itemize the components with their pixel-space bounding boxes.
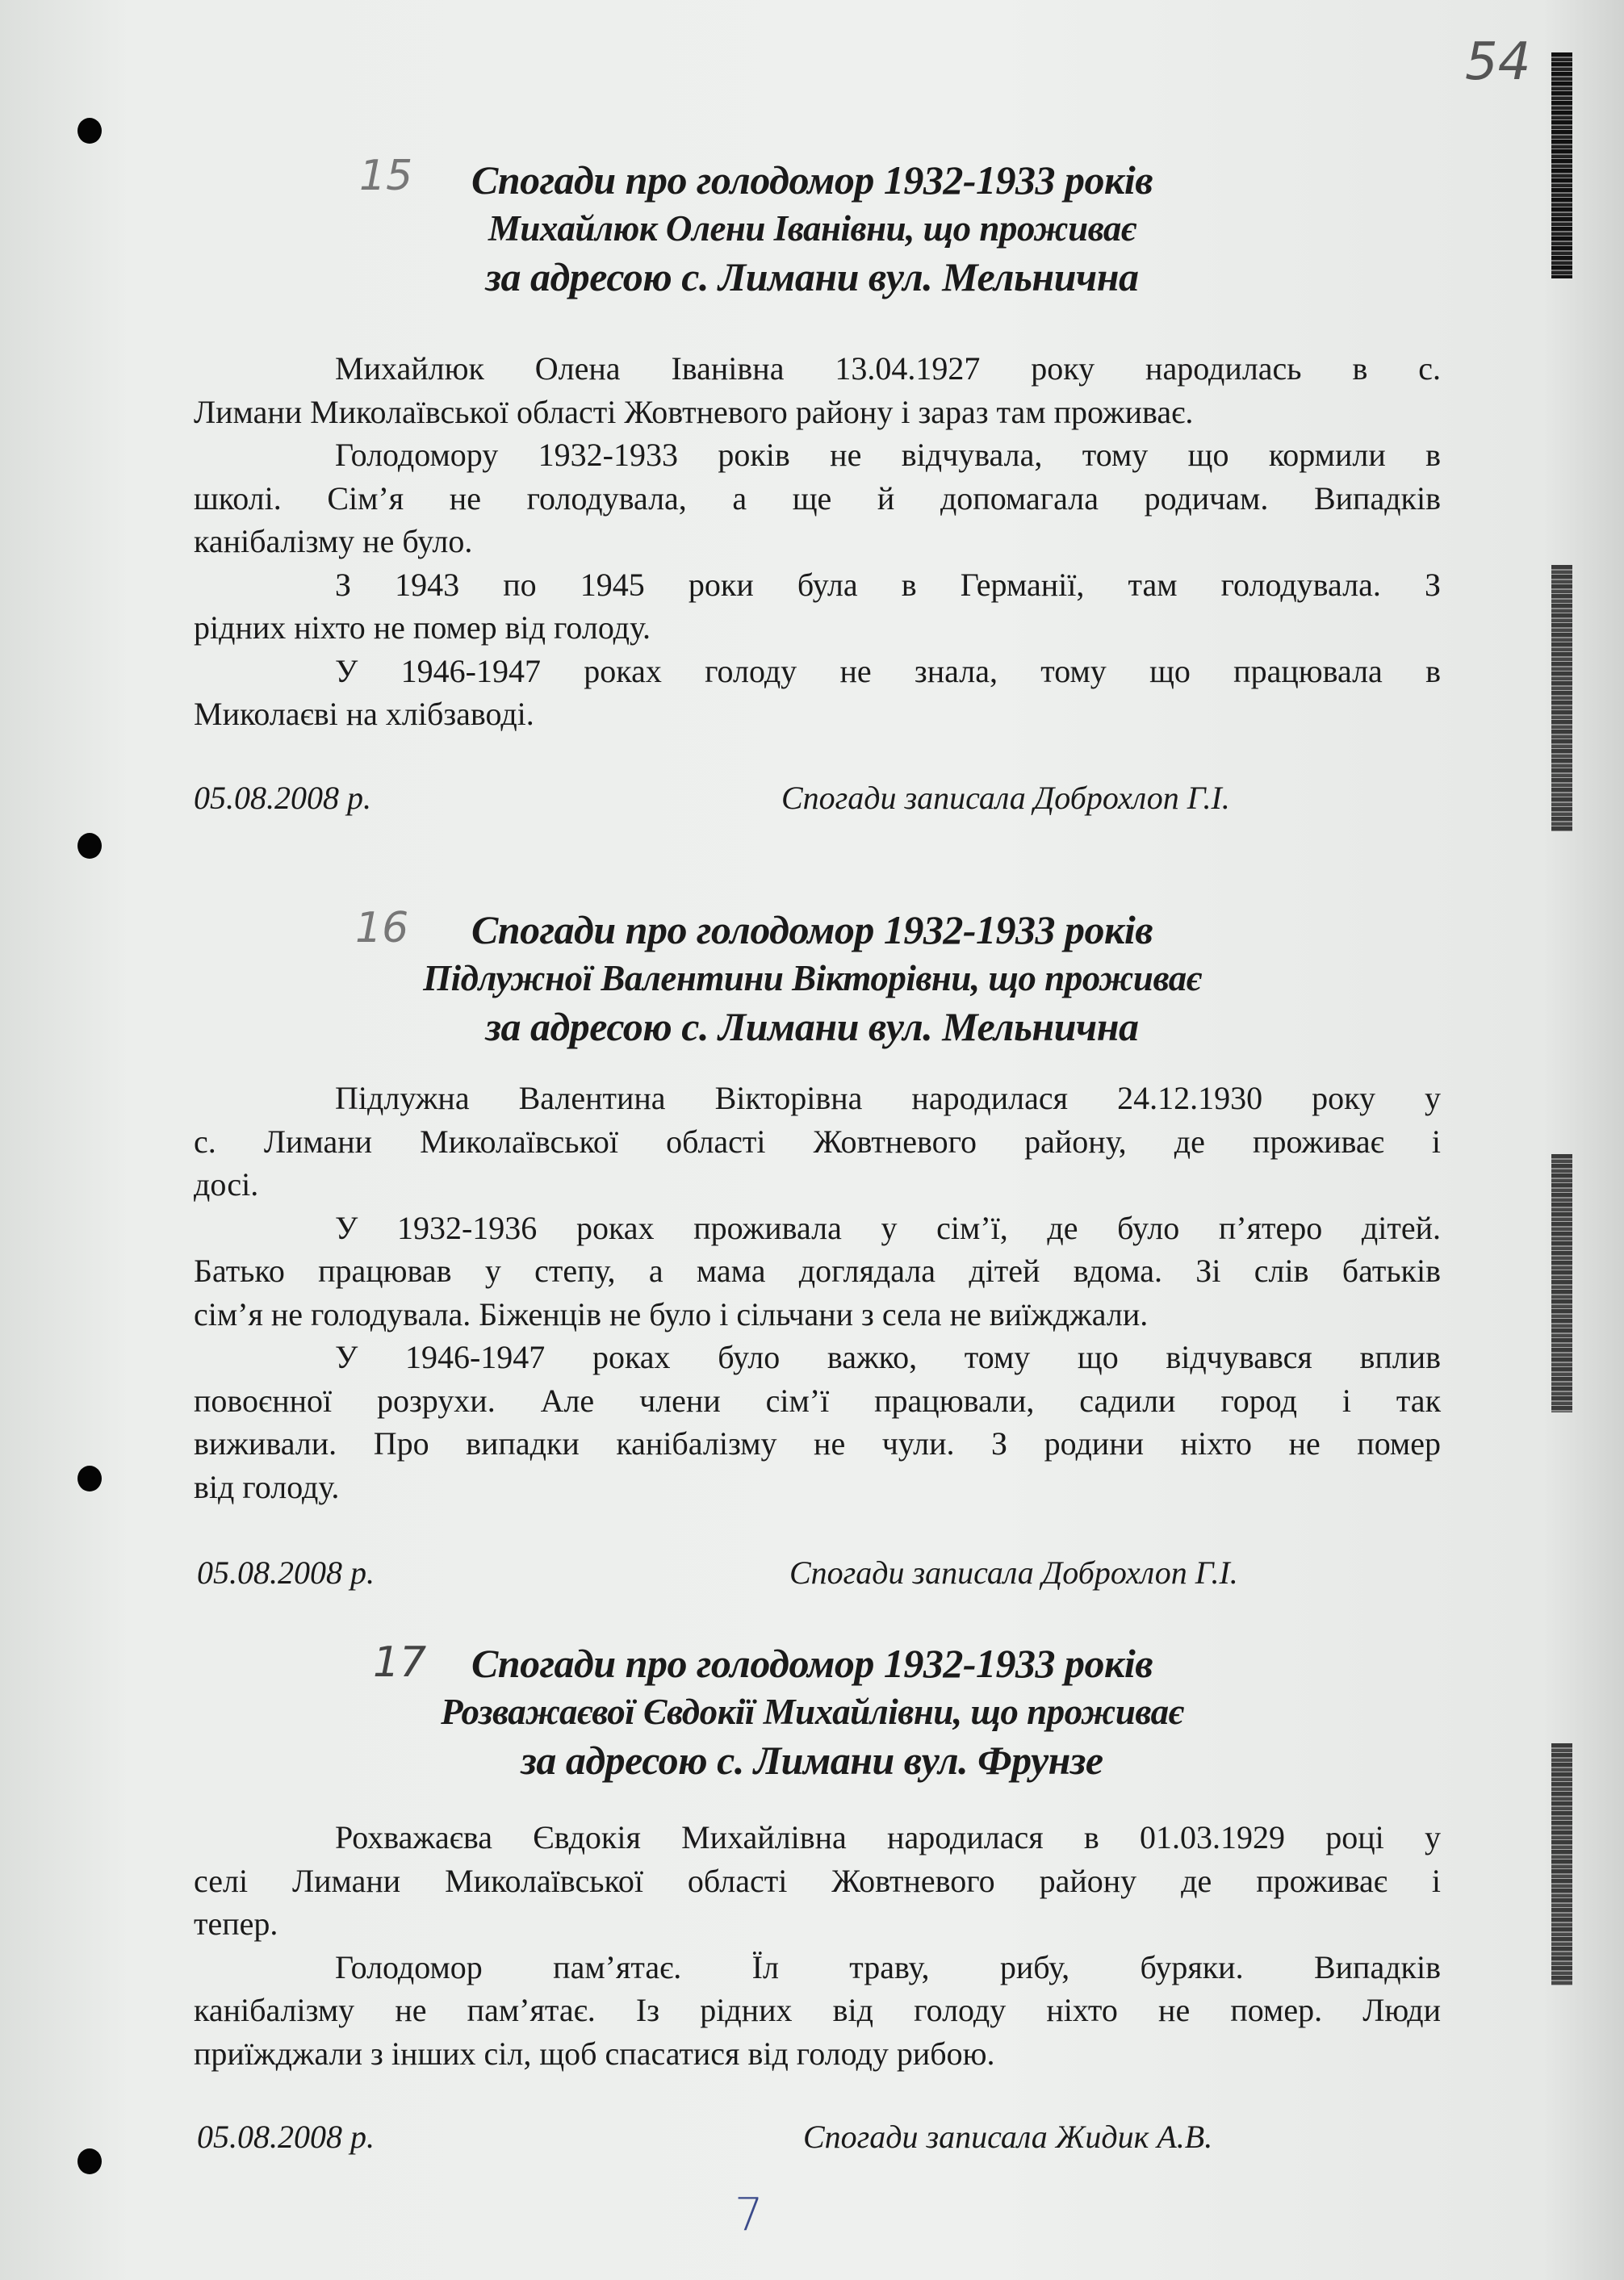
paragraph: [194, 650, 1441, 736]
date: 05.08.2008 р.: [197, 2119, 375, 2155]
section-title: [0, 156, 1624, 301]
paragraph-line: Миколаєві на хлібзаводі.: [194, 696, 534, 732]
paragraph-line: У 1932-1936 роках проживала у сім’ї, де було п’ятеро дітей.: [335, 1209, 1441, 1246]
paragraph: [194, 347, 1441, 433]
paragraph-line: приїжджали з інших сіл, щоб спасатися від голоду рибою.: [194, 2035, 995, 2072]
paragraph-line: Голодомору 1932-1933 років не відчувала, тому що кормили в: [335, 437, 1441, 473]
paragraph: [194, 1336, 1441, 1508]
paragraph-line: Лимани Миколаївської області Жовтневого району і зараз там проживає.: [194, 393, 1194, 430]
punch-hole: [77, 118, 102, 144]
title-line: за адресою с. Лимани вул. Мельнична: [485, 1004, 1139, 1049]
paragraph-line: Голодомор пам’ятає. Їл траву, рибу, буряки. Випадків: [335, 1948, 1441, 1985]
paragraph-line: с. Лимани Миколаївської області Жовтневого району, де проживає і: [194, 1123, 1441, 1160]
date: 05.08.2008 р.: [194, 780, 371, 816]
paragraph: [194, 1077, 1441, 1207]
paragraph-line: канібалізму не пам’ятає. Із рідних від голоду ніхто не помер. Люди: [194, 1992, 1441, 2028]
section-number: 17: [373, 1638, 427, 1687]
title-line: Михайлюк Олени Іванівни, що проживає: [488, 208, 1136, 249]
punch-hole: [77, 833, 102, 859]
paragraph-line: школі. Сім’я не голодувала, а ще й допомагала родичам. Випадків: [194, 479, 1441, 517]
paragraph-line: Підлужна Валентина Вікторівна народилася 24.12.1930 року у: [335, 1080, 1441, 1116]
folio-number: 54: [1465, 32, 1531, 92]
date: 05.08.2008 р.: [197, 1554, 375, 1591]
recorder-signature: Спогади записала Доброхлоп Г.І.: [789, 1554, 1238, 1591]
title-line: Підлужної Валентини Вікторівни, що проживає: [423, 958, 1201, 998]
title-line: за адресою с. Лимани вул. Мельнична: [485, 254, 1139, 299]
paragraph: [194, 563, 1441, 650]
section-body: [194, 347, 1441, 736]
paragraph-line: канібалізму не було.: [194, 523, 473, 559]
section-body: [194, 1077, 1441, 1508]
paragraph-line: У 1946-1947 роках було важко, тому що відчувався вплив: [335, 1339, 1441, 1375]
punch-hole: [77, 2148, 102, 2174]
title-line: Спогади про голодомор 1932-1933 років: [471, 1641, 1153, 1686]
paragraph-line: досі.: [194, 1166, 259, 1203]
punch-hole: [77, 1466, 102, 1491]
paragraph-line: У 1946-1947 роках голоду не знала, тому що працювала в: [335, 652, 1441, 689]
scan-edge-strip: [1551, 565, 1572, 831]
paragraph-line: селі Лимани Миколаївської області Жовтневого району де проживає і: [194, 1862, 1441, 1899]
paragraph-line: тепер.: [194, 1906, 278, 1942]
section-number: 16: [355, 904, 409, 952]
paragraph: [194, 1207, 1441, 1337]
paragraph: [194, 1946, 1441, 2076]
paragraph-line: повоєнної розрухи. Але члени сім’ї працювали, садили город і так: [194, 1382, 1441, 1419]
section-title: [0, 1639, 1624, 1784]
paragraph-line: від голоду.: [194, 1468, 340, 1505]
paragraph-line: рідних ніхто не помер від голоду.: [194, 609, 651, 646]
title-line: Спогади про голодомор 1932-1933 років: [471, 907, 1153, 952]
paragraph-line: Михайлюк Олена Іванівна 13.04.1927 року народилась в с.: [335, 350, 1441, 387]
paragraph-line: сім’я не голодувала. Біженців не було і сільчани з села не виїжджали.: [194, 1295, 1149, 1332]
paragraph: [194, 1816, 1441, 1946]
scan-edge-strip: [1551, 1154, 1572, 1412]
title-line: Розважаєвої Євдокії Михайлівни, що проживає: [441, 1692, 1183, 1732]
section-body: [194, 1816, 1441, 2075]
paragraph-line: виживали. Про випадки канібалізму не чули. З родини ніхто не помер: [194, 1425, 1441, 1462]
paragraph-line: Батько працював у степу, а мама доглядала дітей вдома. Зі слів батьків: [194, 1253, 1441, 1289]
section-title: [0, 906, 1624, 1051]
paragraph-line: З 1943 по 1945 роки була в Германії, там голодувала. З: [335, 566, 1441, 603]
paragraph-line: Рохважаєва Євдокія Михайлівна народилася в 01.03.1929 році у: [335, 1819, 1441, 1855]
title-line: за адресою с. Лимани вул. Фрунзе: [521, 1738, 1103, 1783]
section-number: 15: [359, 152, 413, 200]
paragraph: [194, 433, 1441, 563]
recorder-signature: Спогади записала Жидик А.В.: [803, 2119, 1213, 2155]
recorder-signature: Спогади записала Доброхлоп Г.І.: [781, 780, 1230, 816]
title-line: Спогади про голодомор 1932-1933 років: [471, 157, 1153, 203]
page-number: 7: [735, 2189, 764, 2241]
